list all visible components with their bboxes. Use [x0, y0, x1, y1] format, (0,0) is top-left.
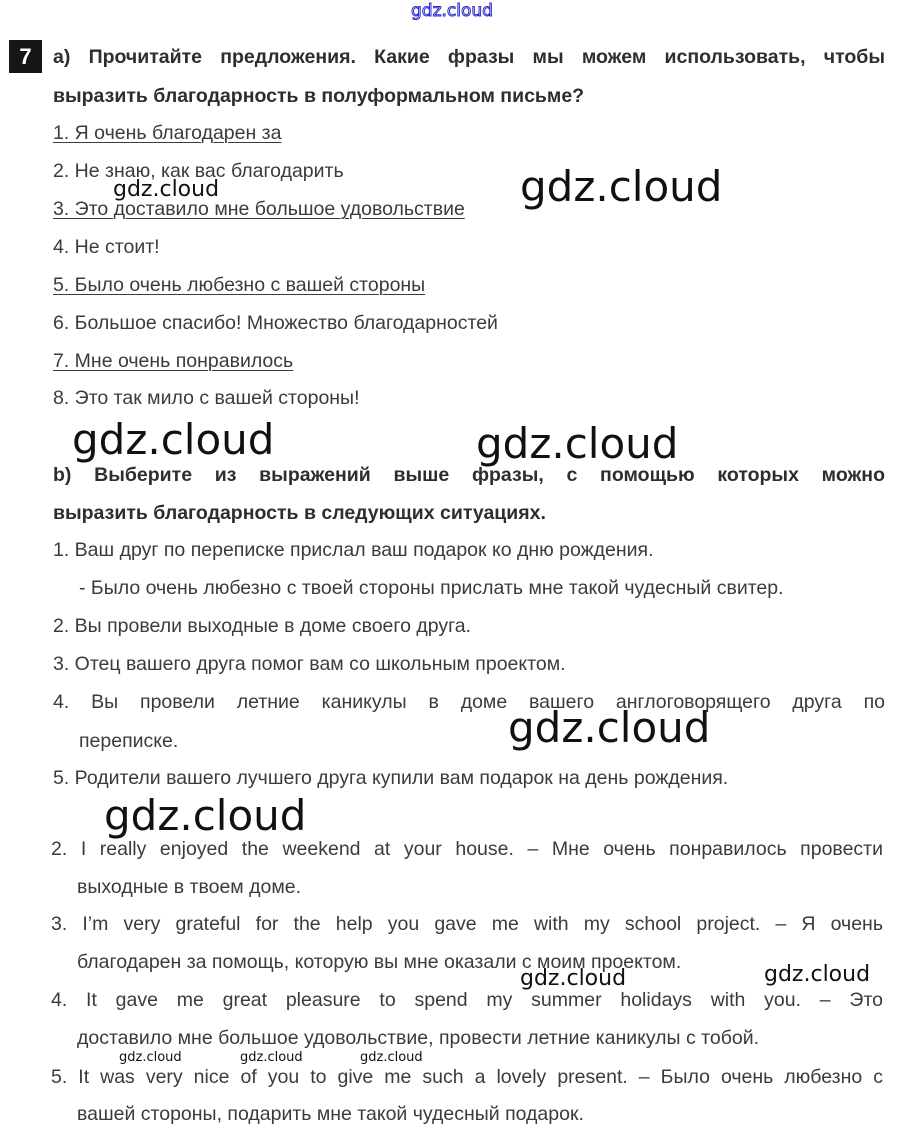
watermark-text: gdz.cloud — [240, 1050, 303, 1065]
part-a-item-1: 1. Я очень благодарен за — [53, 122, 282, 144]
exercise-number-badge: 7 — [9, 40, 42, 73]
watermark-text: gdz.cloud — [72, 415, 275, 464]
part-b-item-4-line1: 4. Вы провели летние каникулы в доме вашего англоговорящего друга по — [53, 691, 885, 713]
part-b-heading-line1: b) Выберите из выражений выше фразы, с помощью которых можно — [53, 464, 885, 486]
part-a-item-8: 8. Это так мило с вашей стороны! — [53, 387, 360, 409]
watermark-text: gdz.cloud — [104, 791, 307, 840]
answer-5-line2: вашей стороны, подарить мне такой чудесный подарок. — [77, 1103, 584, 1125]
part-b-item-5: 5. Родители вашего лучшего друга купили вам подарок на день рождения. — [53, 767, 729, 789]
watermark-text: gdz.cloud — [520, 966, 627, 991]
watermark-text: gdz.cloud — [113, 177, 220, 202]
watermark-text: gdz.cloud — [476, 419, 679, 468]
answer-2-line2: выходные в твоем доме. — [77, 876, 302, 898]
part-a-heading-line2: выразить благодарность в полуформальном письме? — [53, 85, 585, 107]
answer-3-line1: 3. I’m very grateful for the help you gave me with my school project. – Я очень — [51, 913, 883, 935]
part-a-item-6: 6. Большое спасибо! Множество благодарностей — [53, 312, 498, 334]
part-b-item-2: 2. Вы провели выходные в доме своего друга. — [53, 615, 472, 637]
watermark-text: gdz.cloud — [520, 162, 723, 211]
watermark-text: gdz.cloud — [119, 1050, 182, 1065]
watermark-text: gdz.cloud — [764, 962, 871, 987]
part-a-heading-line1: a) Прочитайте предложения. Какие фразы мы можем использовать, чтобы — [53, 46, 885, 68]
part-a-item-4: 4. Не стоит! — [53, 236, 160, 258]
watermark-text: gdz.cloud — [508, 703, 711, 752]
answer-4-line2: доставило мне большое удовольствие, провести летние каникулы с тобой. — [77, 1027, 760, 1049]
answer-2-line1: 2. I really enjoyed the weekend at your house. – Мне очень понравилось провести — [51, 838, 883, 860]
part-b-heading-line2: выразить благодарность в следующих ситуациях. — [53, 502, 546, 524]
part-a-item-3: 3. Это доставило мне большое удовольствие — [53, 198, 465, 220]
answer-3-line2: благодарен за помощь, которую вы мне оказали с моим проектом. — [77, 951, 682, 973]
answer-4-line1: 4. It gave me great pleasure to spend my summer holidays with you. – Это — [51, 989, 883, 1011]
part-b-item-1-answer: - Было очень любезно с твоей стороны прислать мне такой чудесный свитер. — [79, 577, 784, 599]
part-b-item-1: 1. Ваш друг по переписке прислал ваш подарок ко дню рождения. — [53, 539, 654, 561]
part-b-item-4-line2: переписке. — [79, 730, 179, 752]
top-watermark: gdz.cloud — [411, 1, 493, 21]
part-a-item-7: 7. Мне очень понравилось — [53, 350, 294, 372]
part-a-item-2: 2. Не знаю, как вас благодарить — [53, 160, 344, 182]
answer-5-line1: 5. It was very nice of you to give me such a lovely present. – Было очень любезно с — [51, 1066, 883, 1088]
part-b-item-3: 3. Отец вашего друга помог вам со школьным проектом. — [53, 653, 566, 675]
watermark-text: gdz.cloud — [360, 1050, 423, 1065]
part-a-item-5: 5. Было очень любезно с вашей стороны — [53, 274, 426, 296]
